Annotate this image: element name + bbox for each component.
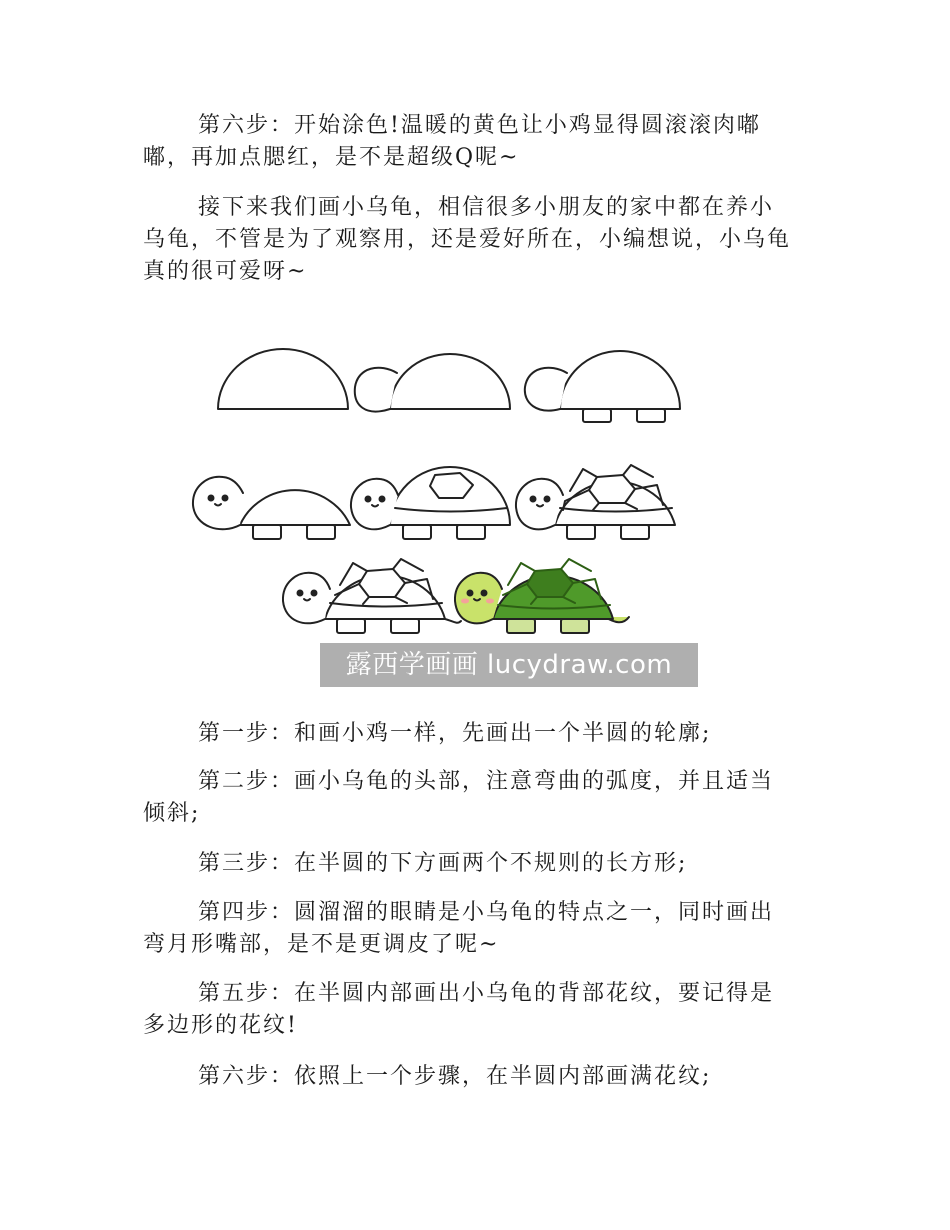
text-line: 弯月形嘴部，是不是更调皮了呢~ xyxy=(143,932,500,957)
text-line: 真的很可爱呀~ xyxy=(143,259,308,284)
text-line: 乌龟，不管是为了观察用，还是爱好所在，小编想说，小乌龟 xyxy=(143,227,792,252)
text-line: 倾斜; xyxy=(143,801,201,826)
turtle-step-4-drawing xyxy=(193,477,350,539)
turtle-steps-illustration xyxy=(185,305,705,695)
step-3-paragraph xyxy=(143,848,813,880)
step-5-paragraph xyxy=(143,978,813,1042)
step-6-paragraph xyxy=(143,1061,813,1093)
text-line: 第四步：圆溜溜的眼睛是小乌龟的特点之一，同时画出 xyxy=(198,900,775,925)
intro-paragraph-2 xyxy=(143,192,813,288)
intro-paragraph-1 xyxy=(143,110,813,174)
text-line: 第一步：和画小鸡一样，先画出一个半圆的轮廓; xyxy=(198,721,712,746)
text-line: 第三步：在半圆的下方画两个不规则的长方形; xyxy=(198,851,688,876)
turtle-step-1-drawing xyxy=(218,349,348,409)
turtle-step-2-drawing xyxy=(355,354,510,412)
step-1-paragraph xyxy=(143,718,813,750)
text-line: 多边形的花纹! xyxy=(143,1013,298,1038)
text-line: 第五步：在半圆内部画出小乌龟的背部花纹，要记得是 xyxy=(198,981,775,1006)
text-line: 第二步：画小乌龟的头部，注意弯曲的弧度，并且适当 xyxy=(198,769,775,794)
turtle-step-5-drawing xyxy=(351,467,510,539)
text-line: 第六步：开始涂色!温暖的黄色让小鸡显得圆滚滚肉嘟 xyxy=(198,113,761,138)
text-line: 嘟，再加点腮红，是不是超级Q呢~ xyxy=(143,145,520,170)
watermark-banner: 露西学画画 lucydraw.com xyxy=(320,643,698,687)
step-4-paragraph xyxy=(143,897,813,961)
text-line: 第六步：依照上一个步骤，在半圆内部画满花纹; xyxy=(198,1064,712,1089)
turtle-step-6-drawing xyxy=(516,465,675,539)
turtle-step-7-drawing xyxy=(283,559,461,633)
step-2-paragraph xyxy=(143,766,813,830)
text-line: 接下来我们画小乌龟，相信很多小朋友的家中都在养小 xyxy=(198,195,775,220)
turtle-step-3-drawing xyxy=(525,351,680,422)
turtle-step-8-colored-drawing xyxy=(455,559,629,633)
